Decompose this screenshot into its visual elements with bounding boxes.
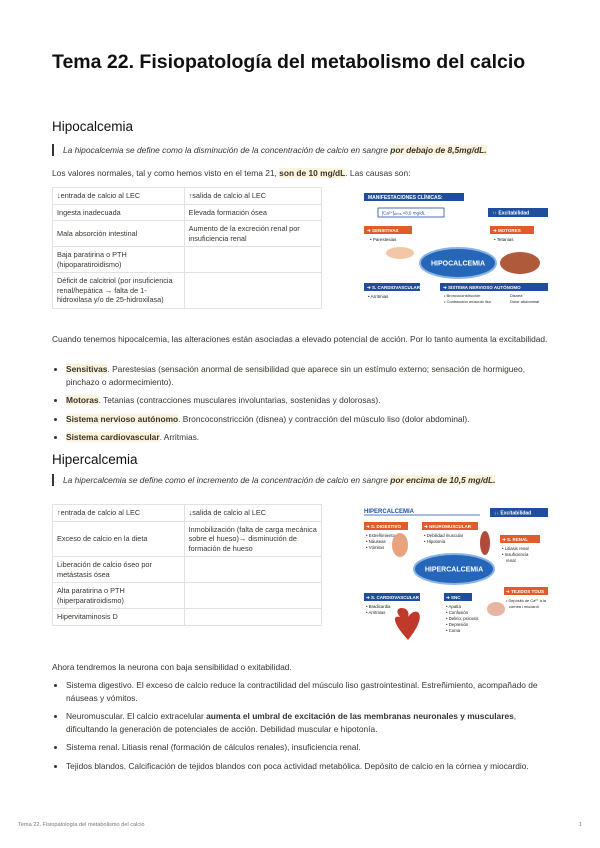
quote-highlight: por debajo de 8,5mg/dL.	[390, 145, 487, 155]
list-item	[66, 363, 548, 388]
table-header-cell: ↓salida de calcio al LEC	[184, 505, 321, 522]
table-row	[53, 557, 322, 583]
mot-item: • Tetanias	[494, 237, 514, 242]
tej-item: córnea i miocardi	[509, 604, 539, 609]
renal-label: ➔ S. RENAL	[502, 537, 529, 542]
snc-item: • Confusión	[446, 610, 469, 615]
table-cell: Alta paratirina o PTH (hiperparatiroidismo)	[53, 583, 185, 609]
ca-label: [Ca²⁺]ₑₓₜᵣₐ <8,5 mg/dL	[382, 210, 426, 216]
page-title: Tema 22. Fisiopatología del metabolismo del calcio	[52, 51, 526, 73]
table-cell: Déficit de calcitriol (por insuficiencia renal/hepática → falta de 1-hidroxilasa y/o de 25-hidroxilasa)	[53, 273, 185, 309]
quote-text: La hipercalcemia se define como el incremento de la concentración de calcio en sangre	[63, 475, 391, 485]
cardio-item: • Bradicardia	[366, 604, 391, 609]
table-cell: Hipervitaminosis D	[53, 609, 185, 626]
bullet-text: . Tetanias (contracciones musculares involuntarias, sostenidas y dolorosas).	[98, 395, 381, 405]
causes-table-hipo	[52, 187, 322, 309]
neuro-label: ➔ NEUROMUSCULAR	[424, 524, 472, 529]
section-heading-hipercalcemia: Hipercalcemia	[52, 452, 138, 467]
bullet-text: . Parestesias (sensación anormal de sensibilidad que aparece sin un estímulo externo; sensación de hormigueo, pinchazo o adormecimiento).	[66, 364, 526, 387]
table-row	[53, 247, 322, 273]
snc-label: ➔ SNC	[446, 595, 461, 600]
list-item	[66, 741, 548, 754]
bullet-text: , dificultando la generación de potenciales de acción. Debilidad muscular e hipotonía.	[66, 711, 517, 734]
dig-item: • Vómitos	[366, 545, 385, 550]
sens-label: ➔ SENSITIVAS	[367, 228, 399, 233]
table-row	[53, 609, 322, 626]
muscle-illustration	[500, 252, 540, 274]
table-cell: Inmobilización (falta de carga mecánica sobre el hueso)→ disminución de formación de hueso	[184, 521, 321, 557]
bullet-text: . Broncoconstricción (disnea) y contracción del músculo liso (dolor abdominal).	[178, 413, 470, 424]
definition-quote-hiper	[52, 474, 548, 486]
list-item	[66, 413, 548, 426]
neuro-item: • Hipotonía	[424, 539, 446, 544]
table-header-cell: ↑entrada de calcio al LEC	[53, 505, 185, 522]
page-number: 1	[578, 822, 582, 828]
renal-item: renal	[506, 558, 516, 563]
hiper-title: HIPERCALCEMIA	[364, 509, 415, 515]
cardio-item: • Arritmias	[366, 610, 386, 615]
cardio-label: ➔ S. CARDIOVASCULAR	[367, 285, 420, 290]
list-item	[66, 760, 548, 773]
dig-item: • Estreñimiento	[366, 533, 395, 538]
bullet-term: Sensitivas	[66, 364, 108, 374]
snc-item: • Apatía	[446, 604, 461, 609]
hiper-manifestations-list	[66, 679, 548, 778]
excit-label: ↑↑ Excitabilidad	[492, 210, 530, 217]
dig-item: • Náuseas	[366, 539, 386, 544]
bullet-text: . Arritmias.	[159, 432, 200, 442]
snc-item: • Delirio, psicosis	[446, 616, 479, 621]
table-cell	[184, 273, 321, 309]
dig-label: ➔ S. DIGESTIVO	[366, 524, 402, 529]
muscle-illustration	[480, 531, 490, 555]
bullet-term: Sistema nervioso autónomo	[66, 413, 179, 424]
table-cell: Exceso de calcio en la dieta	[53, 521, 185, 557]
definition-quote-hipo	[52, 144, 548, 156]
causes-table-hiper	[52, 504, 322, 626]
bullet-bold: aumenta el umbral de excitación de las membranas neuronales y musculares	[206, 711, 514, 721]
table-row	[53, 583, 322, 609]
center-label: HIPOCALCEMIA	[430, 260, 486, 268]
table-cell	[184, 609, 321, 626]
section-heading-hipocalcemia: Hipocalcemia	[52, 119, 134, 134]
table-cell: Ingesta inadecuada	[53, 204, 185, 221]
table-cell: Mala absorción intestinal	[53, 221, 185, 247]
sens-item: • Parestesias	[370, 237, 397, 242]
tej-item: • Depósito de Ca²⁺ a la	[506, 598, 546, 603]
renal-item: • Litiasis renal	[502, 546, 529, 551]
hipo-consequence: Cuando tenemos hipocalcemia, las alteraciones están asociadas a elevado potencial de acción. Por lo tanto aumenta la excitabilidad.	[52, 334, 548, 344]
snc-item: • Depresión	[446, 622, 469, 627]
list-item	[66, 679, 548, 704]
bullet-text: Neuromuscular. El calcio extracelular	[66, 711, 207, 721]
renal-item: • Insuficiencia	[502, 552, 529, 557]
quote-highlight: por encima de 10,5 mg/dL.	[390, 475, 496, 485]
table-cell	[184, 557, 321, 583]
hiper-consequence: Ahora tendremos la neurona con baja sensibilidad o exitabilidad.	[52, 662, 292, 672]
neuro-item: • Debilidad muscular	[424, 533, 464, 538]
table-row	[53, 204, 322, 221]
cardio-label: ➔ S. CARDIOVASCULAR	[366, 595, 419, 600]
table-row	[53, 188, 322, 205]
bullet-term: Motoras	[66, 395, 99, 405]
normal-values-text	[52, 167, 548, 180]
snc-item: • Coma	[446, 628, 461, 633]
footer-title: Tema 22. Fisiopatología del metabolismo del calcio	[18, 822, 145, 828]
list-item	[66, 710, 548, 735]
digestive-illustration	[392, 533, 408, 557]
hipercalcemia-diagram	[360, 505, 548, 653]
table-cell: Liberación de calcio óseo por metástasis ósea	[53, 557, 185, 583]
table-row	[53, 521, 322, 557]
hand-illustration	[386, 247, 414, 259]
table-cell	[184, 247, 321, 273]
table-cell	[184, 583, 321, 609]
table-header-cell: ↑salida de calcio al LEC	[184, 188, 321, 205]
cardio-item: • Arritmias	[368, 294, 389, 299]
sna-item: • Contracción músculo liso	[444, 299, 491, 304]
text-run: . Las causas son:	[345, 168, 411, 178]
center-label: HIPERCALCEMIA	[424, 566, 484, 574]
sna-item: • Broncoconstricción	[444, 293, 481, 298]
bullet-text: Sistema renal. Litiasis renal (formación de cálculos renales), insuficiencia renal.	[66, 742, 361, 752]
excit-label: ↓↓ Excitabilidad	[494, 510, 532, 517]
quote-text: La hipocalcemia se define como la disminución de la concentración de calcio en sangre	[63, 145, 391, 155]
text-run: Los valores normales, tal y como hemos visto en el tema 21,	[52, 168, 280, 178]
sna-label: ➔ SISTEMA NERVIOSO AUTÓNOMO	[443, 285, 521, 290]
hipocalcemia-diagram	[360, 193, 548, 308]
list-item	[66, 431, 548, 444]
tej-label: ➔ TEJIDOS TOUS	[506, 589, 544, 594]
highlight-run: son de 10 mg/dL	[279, 168, 346, 178]
table-header-cell: ↓entrada de calcio al LEC	[53, 188, 185, 205]
table-row	[53, 221, 322, 247]
bullet-text: Sistema digestivo. El exceso de calcio reduce la contractilidad del músculo liso gastrointestinal. Estreñimiento, acompañado de náuseas y vómitos.	[66, 680, 538, 703]
heart-illustration	[395, 608, 420, 640]
sna-item: Dolor abdominal	[510, 299, 540, 304]
table-row	[53, 273, 322, 309]
list-item	[66, 394, 548, 407]
bullet-text: Tejidos blandos. Calcificación de tejidos blandos con poca actividad metabólica. Depósito de calcio en la córnea y miocardio.	[66, 760, 529, 771]
table-cell: Baja paratirina o PTH (hipoparatiroidismo)	[53, 247, 185, 273]
mot-label: ➔ MOTORES	[493, 228, 521, 233]
brain-illustration	[487, 602, 505, 616]
sna-item: Disnea	[510, 293, 523, 298]
table-row	[53, 505, 322, 522]
manif-label: MANIFESTACIONES CLÍNICAS:	[368, 195, 443, 201]
hipo-manifestations-list	[66, 363, 548, 450]
table-cell: Aumento de la excreción renal por insuficiencia renal	[184, 221, 321, 247]
table-cell: Elevada formación ósea	[184, 204, 321, 221]
bullet-term: Sistema cardiovascular	[66, 432, 160, 442]
